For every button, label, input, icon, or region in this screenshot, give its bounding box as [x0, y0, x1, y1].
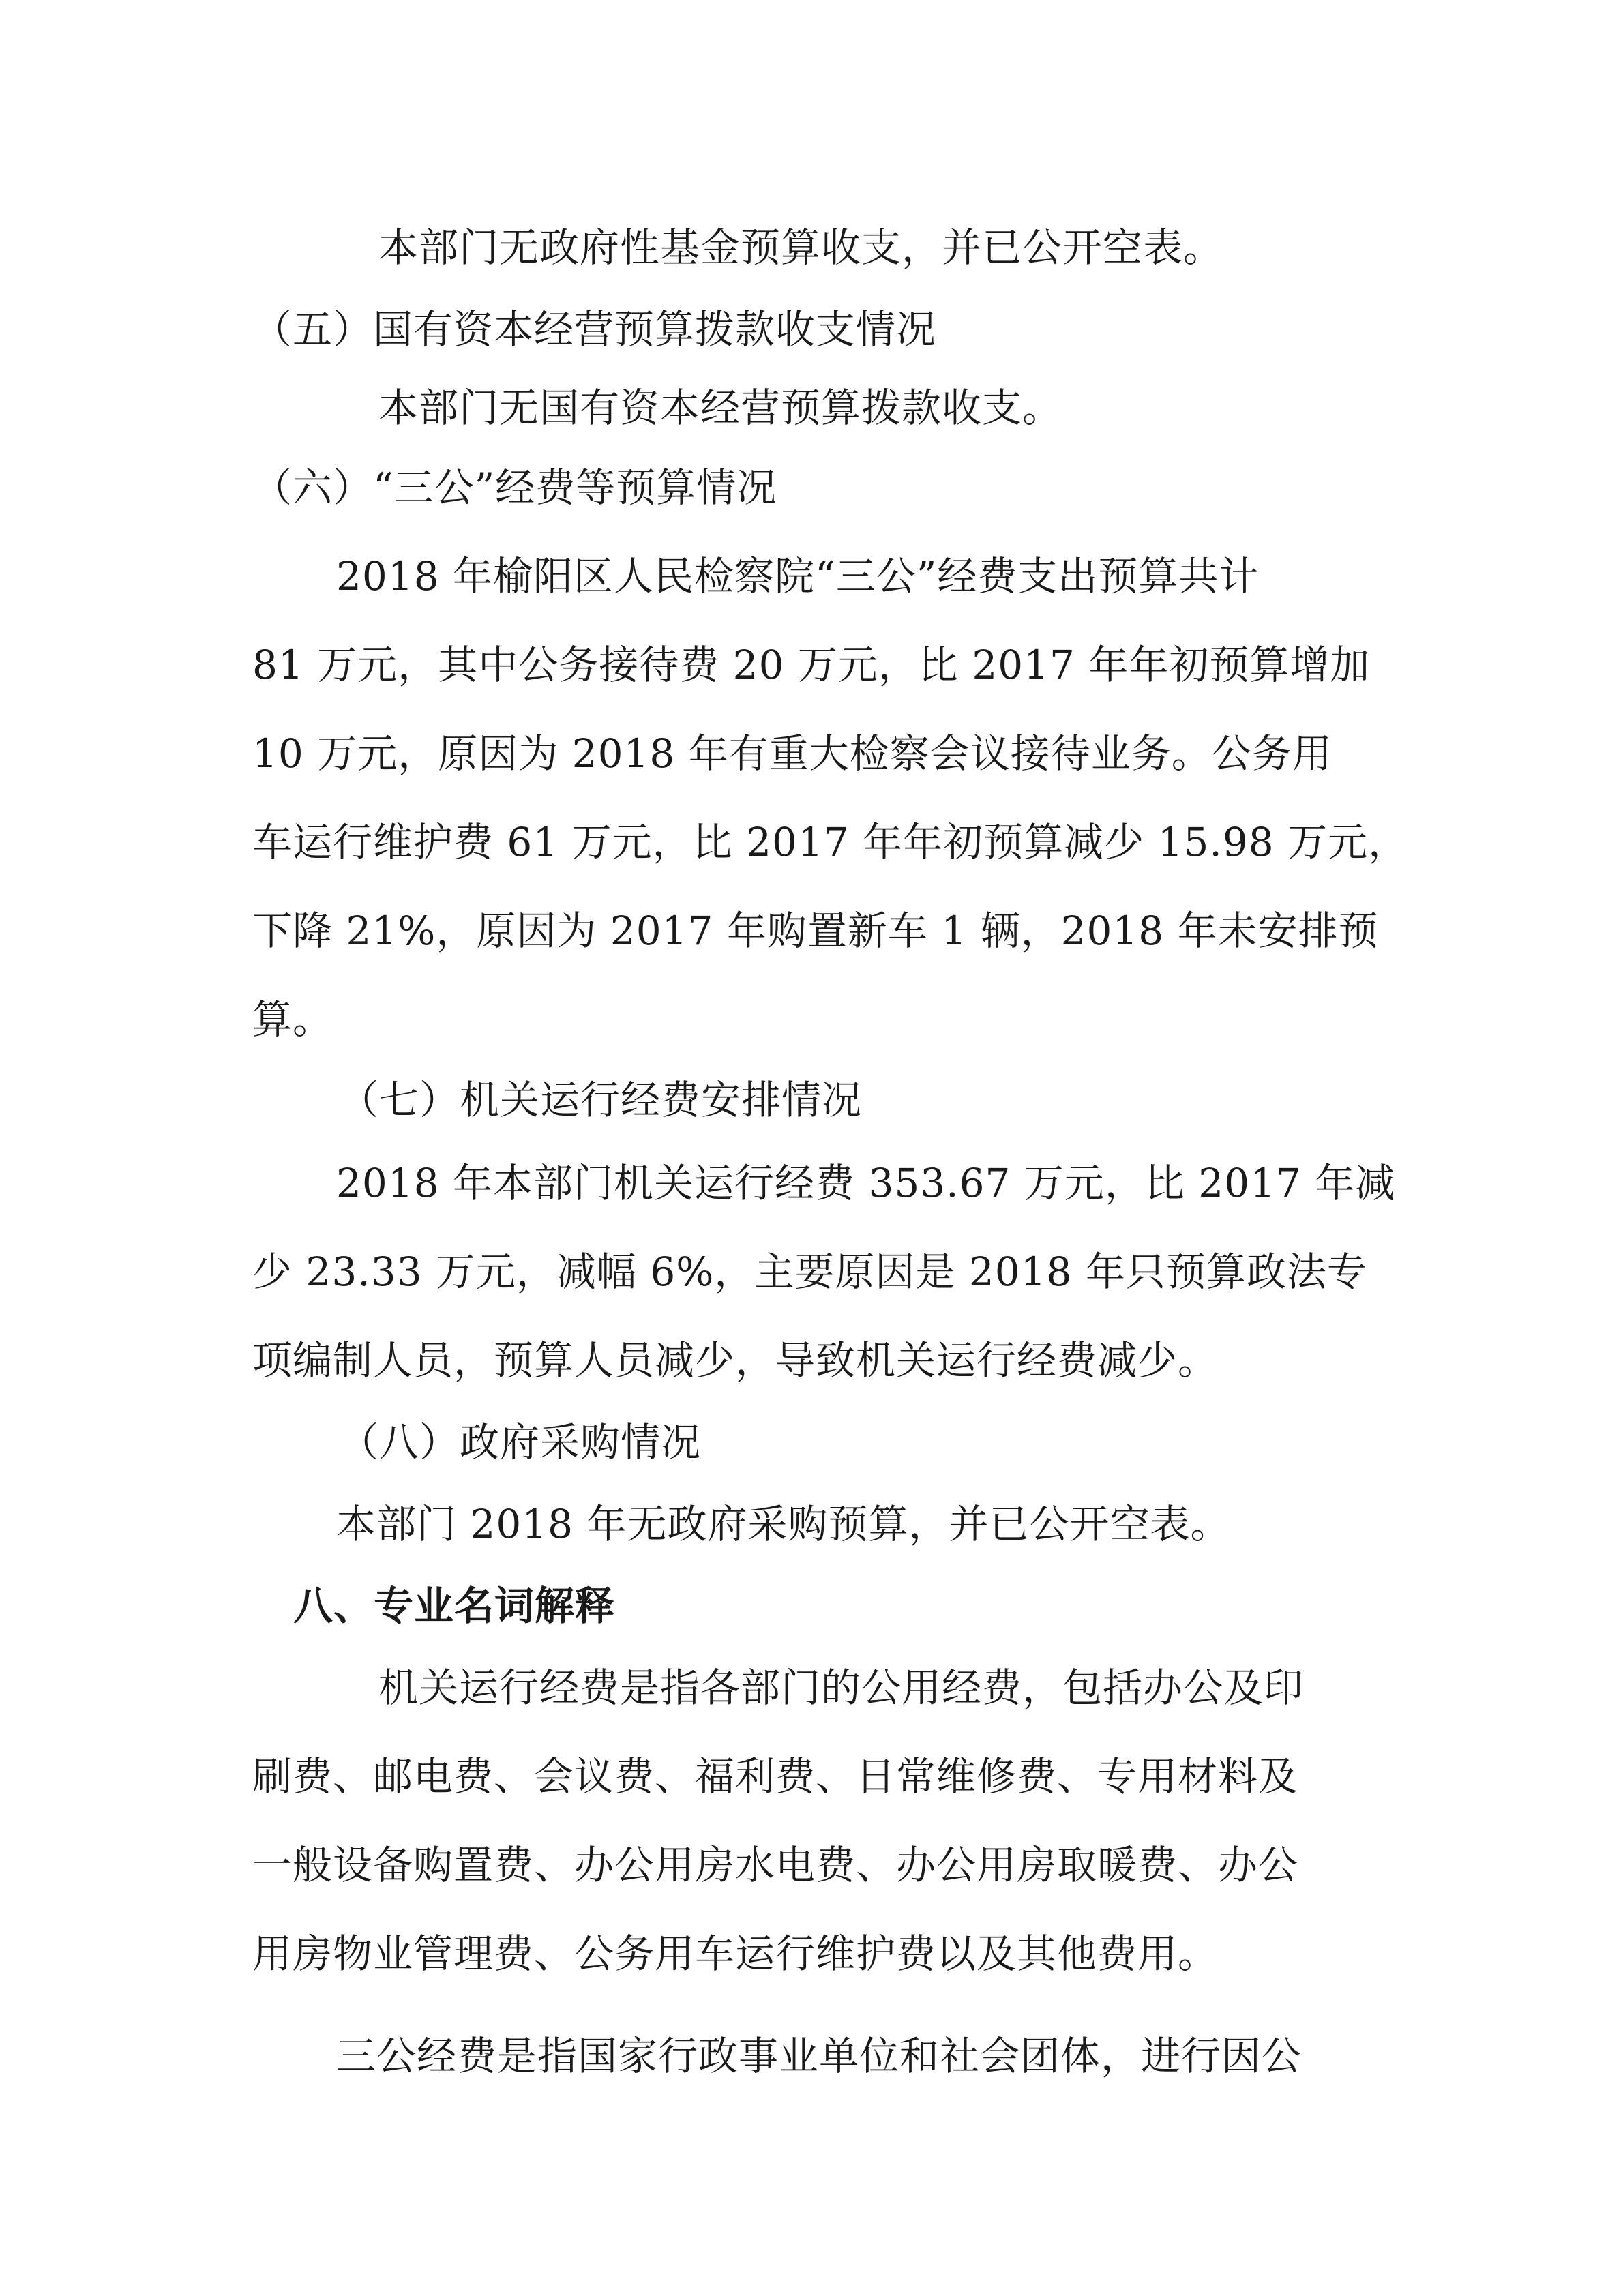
chapter-heading-terms: 八、专业名词解释	[293, 1583, 616, 1629]
paragraph-terms-line-3: 一般设备购置费、办公用房水电费、办公用房取暖费、办公	[252, 1842, 1299, 1888]
paragraph-terms-line-4: 用房物业管理费、公务用车运行维护费以及其他费用。	[252, 1930, 1219, 1977]
paragraph-terms-line-1: 机关运行经费是指各部门的公用经费，包括办公及印	[378, 1665, 1305, 1711]
section-heading-6: （六）“三公”经费等预算情况	[252, 464, 777, 511]
paragraph-three-public-line-1: 2018 年榆阳区人民检察院“三公”经费支出预算共计	[336, 553, 1260, 599]
section-heading-7: （七）机关运行经费安排情况	[339, 1077, 863, 1123]
paragraph-state-capital-note: 本部门无国有资本经营预算拨款收支。	[378, 385, 1063, 431]
paragraph-operating-cost-line-2: 少 23.33 万元，减幅 6%，主要原因是 2018 年只预算政法专	[252, 1249, 1367, 1295]
paragraph-three-public-line-5: 下降 21%，原因为 2017 年购置新车 1 辆，2018 年未安排预	[252, 908, 1379, 954]
paragraph-operating-cost-line-1: 2018 年本部门机关运行经费 353.67 万元，比 2017 年减	[336, 1160, 1396, 1206]
paragraph-three-public-definition-line-1: 三公经费是指国家行政事业单位和社会团体，进行因公	[336, 2033, 1302, 2079]
paragraph-three-public-line-3: 10 万元，原因为 2018 年有重大检察会议接待业务。公务用	[252, 730, 1332, 777]
section-heading-8-procurement: （八）政府采购情况	[339, 1419, 702, 1465]
paragraph-procurement-note: 本部门 2018 年无政府采购预算，并已公开空表。	[336, 1501, 1231, 1547]
paragraph-three-public-line-6: 算。	[252, 996, 333, 1043]
paragraph-three-public-line-4: 车运行维护费 61 万元，比 2017 年年初预算减少 15.98 万元，	[252, 819, 1409, 865]
section-heading-5: （五）国有资本经营预算拨款收支情况	[252, 306, 937, 353]
paragraph-gov-fund-note: 本部门无政府性基金预算收支，并已公开空表。	[378, 224, 1224, 271]
paragraph-terms-line-2: 刷费、邮电费、会议费、福利费、日常维修费、专用材料及	[252, 1753, 1299, 1800]
paragraph-three-public-line-2: 81 万元，其中公务接待费 20 万元，比 2017 年年初预算增加	[252, 642, 1371, 688]
paragraph-operating-cost-line-3: 项编制人员，预算人员减少，导致机关运行经费减少。	[252, 1337, 1219, 1384]
